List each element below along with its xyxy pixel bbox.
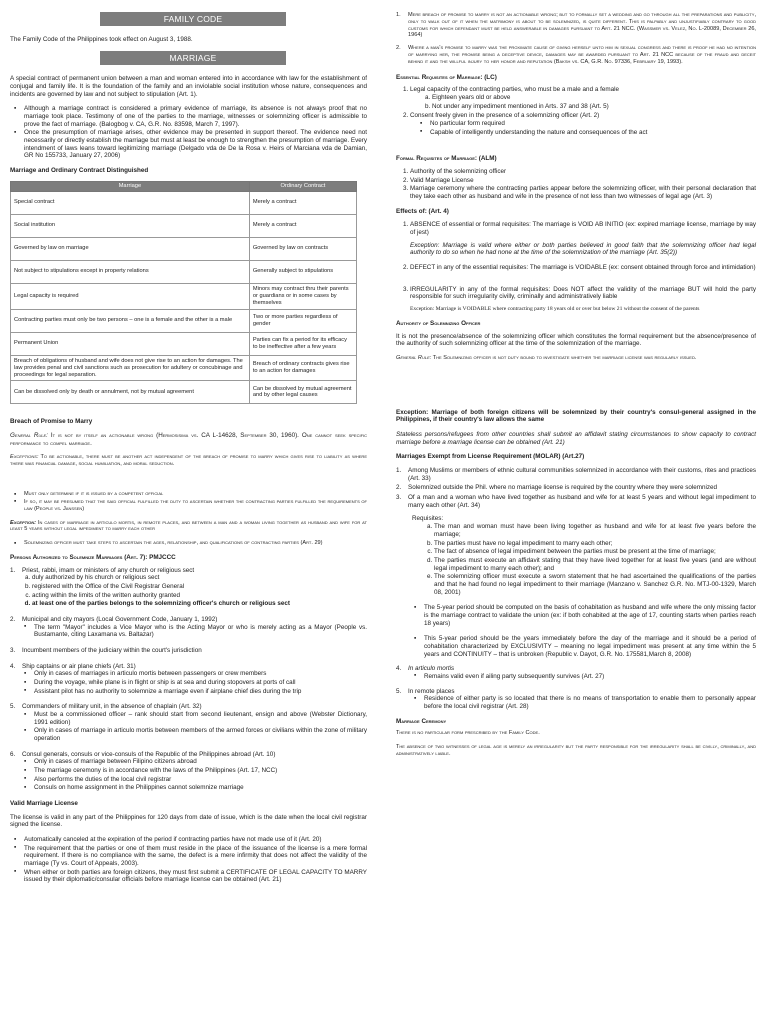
list-item: ▪ Assistant pilot has no authority to solemnize a marriage even if airplane chief dies during the trip (34, 688, 367, 696)
effect-text: The Family Code of the Philippines took effect on August 3, 1988. (10, 36, 193, 44)
remote-text: In remote places (408, 687, 455, 695)
table-cell: Merely a contract (249, 214, 356, 237)
list-item: ▪ Once the presumption of marriage arises, other evidence may be presented in support thereof. The evidence need not necessarily or directly establish the marriage but must at least be enough to strengthen the presumption of marriage. Every intendment of laws leans toward legitimizing marriage (Delgado vda de De la Rosa v. Heirs of Marciana vda de Damian, GR No 155733, January 27, 2006) (24, 129, 367, 160)
list-item: c. The fact of absence of legal impediment between the parties must be present at the time of marriage; (434, 548, 756, 556)
list-item: ▪ Only in cases of marriage between Filipino citizens abroad (34, 758, 367, 766)
effect-1-exception: Exception: Marriage is valid where either or both parties believed in good faith that the solemnizing officer had legal authority to do so when he had none at the time of the solemnization of the marriage (Art. 35(2)) (410, 241, 756, 257)
list-item (410, 112, 756, 136)
person-item (10, 751, 367, 792)
essential-2: Consent freely given in the presence of a solemnizing officer (Art. 2) (410, 112, 600, 120)
item-number: 2. (10, 616, 16, 623)
list-item: ▪ Remains valid even if ailing party subsequently survives (Art. 27) (424, 673, 756, 681)
list-item: ▪ Residence of either party is so located that there is no means of transportation to enable them to personally appear before the local civil registrar (Art. 28) (424, 695, 756, 710)
general-rule-text: It is not by itself an actionable wrong (Hermosisima vs. CA L-14628, September 30, 1960). One cannot seek specific performance to compel marriage. (10, 432, 368, 447)
effects-list (396, 221, 756, 313)
item-number: 2. (396, 45, 401, 52)
table-cell: Contracting parties must only be two persons – one is a female and the other is a male (11, 309, 250, 332)
list-item (410, 86, 756, 110)
list-item: ▪ Also performs the duties of the local civil registrar (34, 776, 367, 784)
list-item: a. Eighteen years old or above (432, 94, 756, 102)
distinguished-heading: Marriage and Ordinary Contract Distinguished (10, 167, 149, 175)
list-item: ▪ Consuls on home assignment in the Philippines cannot solemnize marriage (34, 784, 367, 792)
table-row (11, 237, 357, 260)
table-cell: Governed by law on contracts (249, 237, 356, 260)
table-cell: Legal capacity is required (11, 283, 250, 309)
essential-2-sublist (410, 120, 756, 136)
item-number: 2. (396, 484, 402, 492)
ceremony-text-2: The absence of two witnesses of legal age is merely an irregularity but the party responsible for the irregularity shall be civilly, criminally, and administratively liable. (396, 744, 756, 757)
table-row (11, 309, 357, 332)
person-item (10, 567, 367, 608)
definition-bullets (10, 105, 367, 160)
list-item: 2. DEFECT in any of the essential requisites: The marriage is VOIDABLE (ex: consent obtained through force and intimidation) (410, 264, 756, 272)
person-bullets (10, 758, 367, 792)
list-item: b. Not under any impediment mentioned in Arts. 37 and 38 (Art. 5) (432, 103, 756, 111)
list-item: ▪ No particular form required (430, 120, 756, 128)
exempt-item: Among Muslims or members of ethnic cultural communities solemnized in accordance with their customs, rites and practices (Art. 33) (408, 467, 756, 482)
exception-text: In cases of marriage in articulo mortis, in remote places, and between a man and a woman living together as husband and wife for at least 5 years without legal impediment to marry each other (10, 519, 367, 533)
comparison-table (10, 181, 357, 405)
effect-3-exception: Exception: Marriage is VOIDABLE where contracting party 18 years old or over but below 21 without the consent of the parents (410, 306, 700, 313)
articulo-text: In articulo mortis (408, 665, 455, 673)
stateless-text: Stateless persons/refugees from other countries shall submit an affidavit stating circumstances to show capacity to contract marriage before a marriage license can be obtained (Art. 21) (396, 431, 756, 446)
list-item: d. The parties must execute an affidavit stating that they have lived together for at least five years (and are without legal impediment to marry each other); and (434, 557, 756, 572)
authority-rule-text: The Solemnizing officer is not duty bound to investigate whether the marriage license was regularly issued. (432, 354, 697, 361)
table-header: Marriage (11, 181, 250, 191)
essential-heading: Essential Requisites of Marriage: (LC) (396, 73, 497, 81)
exempt-heading: Marriages Exempt from License Requirement (MOLAR) (Art.27) (396, 453, 585, 461)
list-item: ▪ Automatically canceled at the expiration of the period if contracting parties have not made use of it (Art. 20) (24, 836, 367, 844)
table-row (11, 283, 357, 309)
table-cell: Not subject to stipulations except in property relations (11, 260, 250, 283)
table-header: Ordinary Contract (249, 181, 356, 191)
effect-1: ABSENCE of essential or formal requisites: The marriage is VOID AB INITIO (ex: expired marriage license, marriage by way of jest) (410, 221, 756, 237)
item-number: 5. (396, 687, 402, 695)
person-label: Consul generals, consuls or vice-consuls of the Republic of the Philippines abroad (Art. 10) (22, 750, 276, 758)
list-item: 2. Valid Marriage License (410, 177, 756, 185)
person-label: Priest, rabbi, imam or ministers of any church or religious sect (22, 566, 195, 574)
marriage-banner: MARRIAGE (100, 51, 286, 65)
list-item: ▪ Only in cases of marriage in articulo mortis between members of the armed forces or civilians within the zone of military operation (34, 727, 367, 742)
list-item: ▪ The requirement that the parties or one of them must reside in the place of the issuance of the license is a mere formal requirement. If there is no compliance with the same, the defect is a mere infirmity that does not affect the validity of the marriage (Ty vs. Court of Appeals, 2003). (24, 845, 367, 868)
person-item (10, 616, 367, 639)
list-item: ▪ Only in cases of marriages in articulo mortis between passengers or crew members (34, 670, 367, 678)
list-item: ▪ Must be a commissioned officer – rank should start from second lieutenant, ensign and above (Webster Dictionary, 1991 edition) (34, 711, 367, 726)
person-label: Ship captains or air plane chiefs (Art. 31) (22, 662, 136, 670)
essential-1-sublist (410, 94, 756, 110)
formal-list (396, 168, 756, 201)
articulo-bullets (396, 673, 756, 681)
item-number: 6. (10, 750, 16, 758)
list-item: c. acting within the limits of the written authority granted (32, 592, 367, 600)
table-row (11, 191, 357, 214)
authority-heading: Authority of Solemnizing Officer (396, 319, 481, 327)
breach-case-1: Mere breach of promise to marry is not an actionable wrong; but to formally set a wedding and go through all the preparations and publicity, only to walk out of it when the matrimony is about to be solemnized, is quite different. This is palpably and unjustifiably contrary to good customs for which defendant must be held answerable in damages pursuant to Art. 21 NCC. (Wassmer vs. Velez, No. L-20089, December 26, 1964) (408, 12, 756, 39)
table-cell: Parties can fix a period for its efficacy to be ineffective after a few years (249, 332, 356, 355)
table-cell: Two or more parties regardless of gender (249, 309, 356, 332)
foreign-exception: Exception: Marriage of both foreign citizens will be solemnized by their country's consul-general assigned in the Philippines, if their country's law allows the same (396, 408, 756, 424)
item-number: 5. (10, 703, 16, 711)
table-row (11, 381, 357, 404)
list-item: ▪ During the voyage, while plane is in flight or ship is at sea and during stopovers at ports of call (34, 679, 367, 687)
table-row (11, 332, 357, 355)
articulo-item (396, 665, 756, 673)
authority-rule-label: General Rule: (396, 354, 432, 361)
persons-heading: Persons Authorized to Solemnize Marriages (Art. 7): PMJCCC (10, 553, 176, 561)
effect-3: IRREGULARITY in any of the formal requisites: Does NOT affect the validity of the marriage BUT will hold the party responsible for such irregularity civilly, criminally and administratively liable (410, 285, 756, 301)
list-item: e. The solemnizing officer must execute a sworn statement that he had ascertained the qualifications of the parties and that he had found no legal impediment to their marriage (Manzano v. Sanchez G.R. No. MTJ-00-1329, March 08, 2001) (434, 573, 756, 596)
table-cell: Social institution (11, 214, 250, 237)
item-number: 3. (396, 494, 402, 502)
item-number: 3. (10, 647, 16, 655)
table-cell: Special contract (11, 191, 250, 214)
remote-bullets (396, 695, 756, 710)
list-item: 3. Marriage ceremony where the contracting parties appear before the solemnizing officer, with their personal declaration that they take each other as husband and wife in the presence of not less than two witnesses of legal age (Art. 3) (410, 185, 756, 200)
table-cell: Can be dissolved only by death or annulment, not by mutual agreement (11, 381, 250, 404)
list-item: ▪ Must only determine if it is issued by a competent official (24, 491, 367, 498)
right-column (396, 12, 756, 765)
exceptions-text: To be actionable, there must be another act independent of the breach of promise to marry which gives rise to liability as where there was financial damage, social humiliation, and moral seduction. (10, 454, 367, 468)
list-item: b. registered with the Office of the Civil Registrar General (32, 583, 367, 591)
breach-cases (396, 12, 756, 66)
person-item (10, 703, 367, 742)
list-item: ▪ The marriage ceremony is in accordance with the laws of the Philippines (Art. 17, NCC) (34, 767, 367, 775)
table-row (11, 355, 357, 381)
person-bullets (10, 711, 367, 743)
table-cell: Minors may contract thru their parents or guardians or in some cases by themselves (249, 283, 356, 309)
exceptions-label: Exceptions: (10, 454, 39, 461)
list-item: a. The man and woman must have been living together as husband and wife for at least five years before the marriage; (434, 523, 756, 538)
five-year-bullets (396, 604, 756, 658)
exempt-item: Of a man and a woman who have lived together as husband and wife for at least 5 years and without legal impediment to marry each other (Art. 34) (408, 494, 756, 509)
breach-heading: Breach of Promise to Marry (10, 418, 93, 426)
ceremony-heading: Marriage Ceremony (396, 717, 447, 725)
person-label: Commanders of military unit, in the absence of chaplain (Art. 32) (22, 703, 202, 711)
list-item: b. The parties must have no legal impediment to marry each other; (434, 540, 756, 548)
person-item (10, 647, 367, 655)
list-item: ▪ If so, it may be presumed that the said official fulfilled the duty to ascertain whether the contracting parties fulfilled the requirements of law (People vs. Janssen) (24, 499, 367, 513)
table-row (11, 260, 357, 283)
exempt-list (396, 467, 756, 509)
person-bullets (10, 624, 367, 639)
list-item: ▪ This 5-year period should be the years immediately before the day of the marriage and it should be a period of cohabitation characterized by EXCLUSIVITY – meaning no legal impediment was present at any time within the 5 years and CONTINUITY – that is unbroken (Republic v. Dayot, G.R. No. 175581,March 8, 2008) (424, 635, 756, 658)
exception-label: Exception: (10, 519, 37, 526)
license-text: The license is valid in any part of the Philippines for 120 days from date of issue, which is the date when the local civil registrar signed the license. (10, 813, 367, 829)
person-bullets (10, 670, 367, 695)
list-item: ▪ Capable of intelligently understanding the nature and consequences of the act (430, 129, 756, 137)
table-cell: Breach of obligations of husband and wife does not give rise to an action for damages. The law provides penal and civil sanctions such as prosecution for adultery or concubinage and proceedings for legal separation. (11, 355, 250, 381)
remote-item (396, 688, 756, 696)
person-label: Incumbent members of the judiciary within the court's jurisdiction (22, 647, 202, 655)
item-number: 1. (10, 566, 16, 574)
authority-text: It is not the presence/absence of the solemnizing officer which constitutes the formal requirement but the absence/presence of the authority of such solemnizing officer at the time of the solemnization of the marriage. (396, 332, 756, 348)
left-column (10, 12, 367, 891)
item-number: 4. (10, 662, 16, 670)
person-sublist (10, 574, 367, 608)
table-row (11, 214, 357, 237)
person-item (10, 663, 367, 696)
table-body (11, 191, 357, 404)
exempt-item: Solemnized outside the Phil. where no marriage license is required by the country where they were solemnized (408, 484, 718, 492)
list-item: ▪ Although a marriage contract is considered a primary evidence of marriage, its absence is not always proof that no marriage took place. Testimony of one of the parties to the marriage, witnesses or solemnizing officer is admissible to prove the fact of marriage. (Balogbog v. CA, G.R. No. 83598, March 7, 1997). (24, 105, 367, 128)
list-item (410, 221, 756, 257)
list-item: 1. Authority of the solemnizing officer (410, 168, 756, 176)
solemnizing-bullet: ▪ Solemnizing officer must take steps to ascertain the ages, relationship, and qualifications of contracting parties (Art. 29) (24, 540, 367, 547)
family-code-banner: FAMILY CODE (100, 12, 286, 26)
table-cell: Generally subject to stipulations (249, 260, 356, 283)
item-number: 4. (396, 665, 402, 673)
essential-1: Legal capacity of the contracting parties, who must be a male and a female (410, 86, 619, 94)
person-label: Municipal and city mayors (Local Government Code, January 1, 1992) (22, 616, 218, 623)
item-number: 1. (396, 467, 402, 475)
table-cell: Can be dissolved by mutual agreement and by other legal causes (249, 381, 356, 404)
definition-text: A special contract of permanent union between a man and woman entered into in accordance with law for the establishment of conjugal and family life. It is the foundation of the family and an inviolable social institution whose nature, consequences and incidents are governed by law and not subject to stipulation (Art. 1). (10, 75, 367, 98)
requisites-list (412, 523, 756, 596)
certificate-bullets (10, 491, 367, 512)
table-cell: Breach of ordinary contracts gives rise to an action for damages (249, 355, 356, 381)
requisites-label: Requisites: (412, 515, 444, 523)
requisites-block (396, 515, 756, 596)
table-cell: Merely a contract (249, 191, 356, 214)
ceremony-text-1: There is no particular form prescribed by the Family Code. (396, 730, 540, 737)
license-heading: Valid Marriage License (10, 800, 78, 808)
list-item: ▪ The term "Mayor" includes a Vice Mayor who is the Acting Mayor or who is merely acting as a Mayor (People vs. Bustamante, citing Laxamana vs. Baltazar) (34, 624, 367, 639)
table-cell: Permanent Union (11, 332, 250, 355)
essential-list (396, 86, 756, 136)
list-item: a. duly authorized by his church or religious sect (32, 574, 367, 582)
table-cell: Governed by law on marriage (11, 237, 250, 260)
list-item: ▪ When either or both parties are foreign citizens, they must first submit a CERTIFICATE OF LEGAL CAPACITY TO MARRY issued by their diplomatic/consular officials before marriage license can be obtained (Art. 21) (24, 869, 367, 884)
effects-heading: Effects of: (Art. 4) (396, 207, 449, 215)
breach-case-2: Where a man's promise to marry was the proximate cause of giving herself unto him in sexual congress and there is proof he had no intention of marrying her, the promise being a deceptive device, damages may be awarded pursuant to Art. 21 NCC because of the fraud and deceit behind it and the willful injury to her honor and reputation (Baksh vs. CA, G.R. No. 97336, February 19, 1993). (408, 45, 756, 65)
list-item: ▪ The 5-year period should be computed on the basis of cohabitation as husband and wife where the only missing factor is the marriage contract to validate the union (ex: if both cohabited at the age of 17, counting starts when parties reach 18 years) (424, 604, 756, 627)
persons-list (10, 567, 367, 792)
general-rule-label: General Rule: (10, 432, 48, 440)
item-number: 1. (396, 12, 401, 18)
formal-heading: Formal Requisites of Marriage: (ALM) (396, 155, 497, 163)
list-item: d. at least one of the parties belongs to the solemnizing officer's church or religious sect (32, 600, 367, 608)
list-item (410, 286, 756, 313)
license-bullets (10, 836, 367, 884)
